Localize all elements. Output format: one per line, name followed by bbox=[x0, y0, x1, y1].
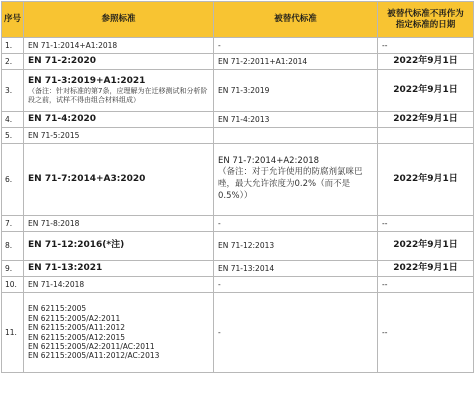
reference-item: EN 62115:2005/A12:2015 bbox=[28, 332, 126, 342]
table-row bbox=[2, 128, 474, 144]
table-body bbox=[2, 38, 474, 373]
header-no: 序号 bbox=[2, 2, 24, 38]
row-number: 9. bbox=[2, 261, 24, 277]
date-cell: 2022年9月1日 bbox=[378, 70, 474, 112]
table-row bbox=[2, 216, 474, 232]
standards-table bbox=[1, 1, 474, 373]
replaced-cell bbox=[214, 277, 378, 293]
row-number: 1. bbox=[2, 38, 24, 54]
replaced-cell bbox=[214, 38, 378, 54]
row-number: 4. bbox=[2, 112, 24, 128]
row-number: 7. bbox=[2, 216, 24, 232]
table-row bbox=[2, 277, 474, 293]
reference-cell bbox=[24, 38, 214, 54]
replaced-cell bbox=[214, 232, 378, 261]
reference-standard: EN 71-12:2016(*注) bbox=[28, 240, 125, 251]
row-number: 5. bbox=[2, 128, 24, 144]
header-replaced: 被替代标准 bbox=[214, 2, 378, 38]
replaced-cell bbox=[214, 112, 378, 128]
reference-cell bbox=[24, 216, 214, 232]
replaced-cell bbox=[214, 54, 378, 70]
reference-cell bbox=[24, 112, 214, 128]
reference-standard: EN 71-3:2019+A1:2021 bbox=[28, 76, 146, 87]
replaced-standard: - bbox=[218, 279, 221, 289]
header-date-line2: 指定标准的日期 bbox=[395, 19, 456, 30]
reference-item: EN 62115:2005 bbox=[28, 304, 87, 314]
reference-cell bbox=[24, 277, 214, 293]
date-cell: 2022年9月1日 bbox=[378, 54, 474, 70]
replaced-cell bbox=[214, 144, 378, 216]
replaced-standard: EN 71-3:2019 bbox=[218, 85, 270, 95]
replaced-standard: - bbox=[218, 40, 221, 50]
row-number: 2. bbox=[2, 54, 24, 70]
date-cell: 2022年9月1日 bbox=[378, 232, 474, 261]
reference-item: EN 62115:2005/A2:2011/AC:2011 bbox=[28, 341, 155, 351]
row-number: 6. bbox=[2, 144, 24, 216]
replaced-cell bbox=[214, 261, 378, 277]
table-row bbox=[2, 293, 474, 373]
date-cell: -- bbox=[378, 293, 474, 373]
replaced-cell bbox=[214, 216, 378, 232]
table-row bbox=[2, 232, 474, 261]
date-cell bbox=[378, 128, 474, 144]
table-row bbox=[2, 70, 474, 112]
date-cell: 2022年9月1日 bbox=[378, 112, 474, 128]
replaced-standard: - bbox=[218, 218, 221, 228]
table-row bbox=[2, 54, 474, 70]
reference-note: （备注：针对标准的第7条，应理解为在迁移测试和分析阶段之前，试样不得由组合材料组成） bbox=[28, 87, 208, 105]
reference-standard: EN 71-14:2018 bbox=[28, 279, 85, 289]
reference-standard: EN 71-1:2014+A1:2018 bbox=[28, 40, 118, 50]
replaced-standard: EN 71-4:2013 bbox=[218, 114, 270, 124]
header-date-line1: 被替代标准不再作为 bbox=[387, 8, 464, 19]
row-number: 10. bbox=[2, 277, 24, 293]
replaced-standard: EN 71-2:2011+A1:2014 bbox=[218, 56, 308, 66]
replaced-standard: EN 71-12:2013 bbox=[218, 241, 275, 251]
reference-item: EN 62115:2005/A2:2011 bbox=[28, 313, 121, 323]
row-number: 8. bbox=[2, 232, 24, 261]
reference-item: EN 62115:2005/A11:2012/AC:2013 bbox=[28, 351, 160, 361]
replaced-note: （备注：对于允许使用的防腐剂氯咪巴唑，最大允许浓度为0.2%（而不是0.5%）） bbox=[218, 166, 363, 201]
header-reference: 参照标准 bbox=[24, 2, 214, 38]
reference-cell bbox=[24, 128, 214, 144]
date-cell: -- bbox=[378, 38, 474, 54]
replaced-standard: EN 71-7:2014+A2:2018 bbox=[218, 156, 320, 167]
reference-cell bbox=[24, 261, 214, 277]
date-cell: -- bbox=[378, 216, 474, 232]
reference-standard: EN 71-2:2020 bbox=[28, 55, 96, 66]
reference-standard: EN 71-7:2014+A3:2020 bbox=[28, 173, 146, 184]
date-cell: 2022年9月1日 bbox=[378, 261, 474, 277]
reference-standard: EN 71-4:2020 bbox=[28, 113, 96, 124]
date-cell: -- bbox=[378, 277, 474, 293]
reference-cell bbox=[24, 70, 214, 112]
table-row bbox=[2, 38, 474, 54]
header-date bbox=[378, 2, 474, 38]
table-row bbox=[2, 112, 474, 128]
replaced-standard: EN 71-13:2014 bbox=[218, 263, 275, 273]
reference-standard: EN 71-8:2018 bbox=[28, 218, 80, 228]
row-number: 11. bbox=[2, 293, 24, 373]
table-row bbox=[2, 261, 474, 277]
reference-cell bbox=[24, 232, 214, 261]
replaced-cell bbox=[214, 70, 378, 112]
reference-list-cell bbox=[24, 293, 214, 373]
row-number: 3. bbox=[2, 70, 24, 112]
reference-standard: EN 71-13:2021 bbox=[28, 262, 103, 273]
reference-cell bbox=[24, 54, 214, 70]
reference-standard: EN 71-5:2015 bbox=[28, 130, 80, 140]
replaced-cell: - bbox=[214, 293, 378, 373]
reference-item: EN 62115:2005/A11:2012 bbox=[28, 323, 126, 333]
table-row bbox=[2, 144, 474, 216]
reference-cell bbox=[24, 144, 214, 216]
date-cell: 2022年9月1日 bbox=[378, 144, 474, 216]
replaced-cell bbox=[214, 128, 378, 144]
header-row bbox=[2, 2, 474, 38]
